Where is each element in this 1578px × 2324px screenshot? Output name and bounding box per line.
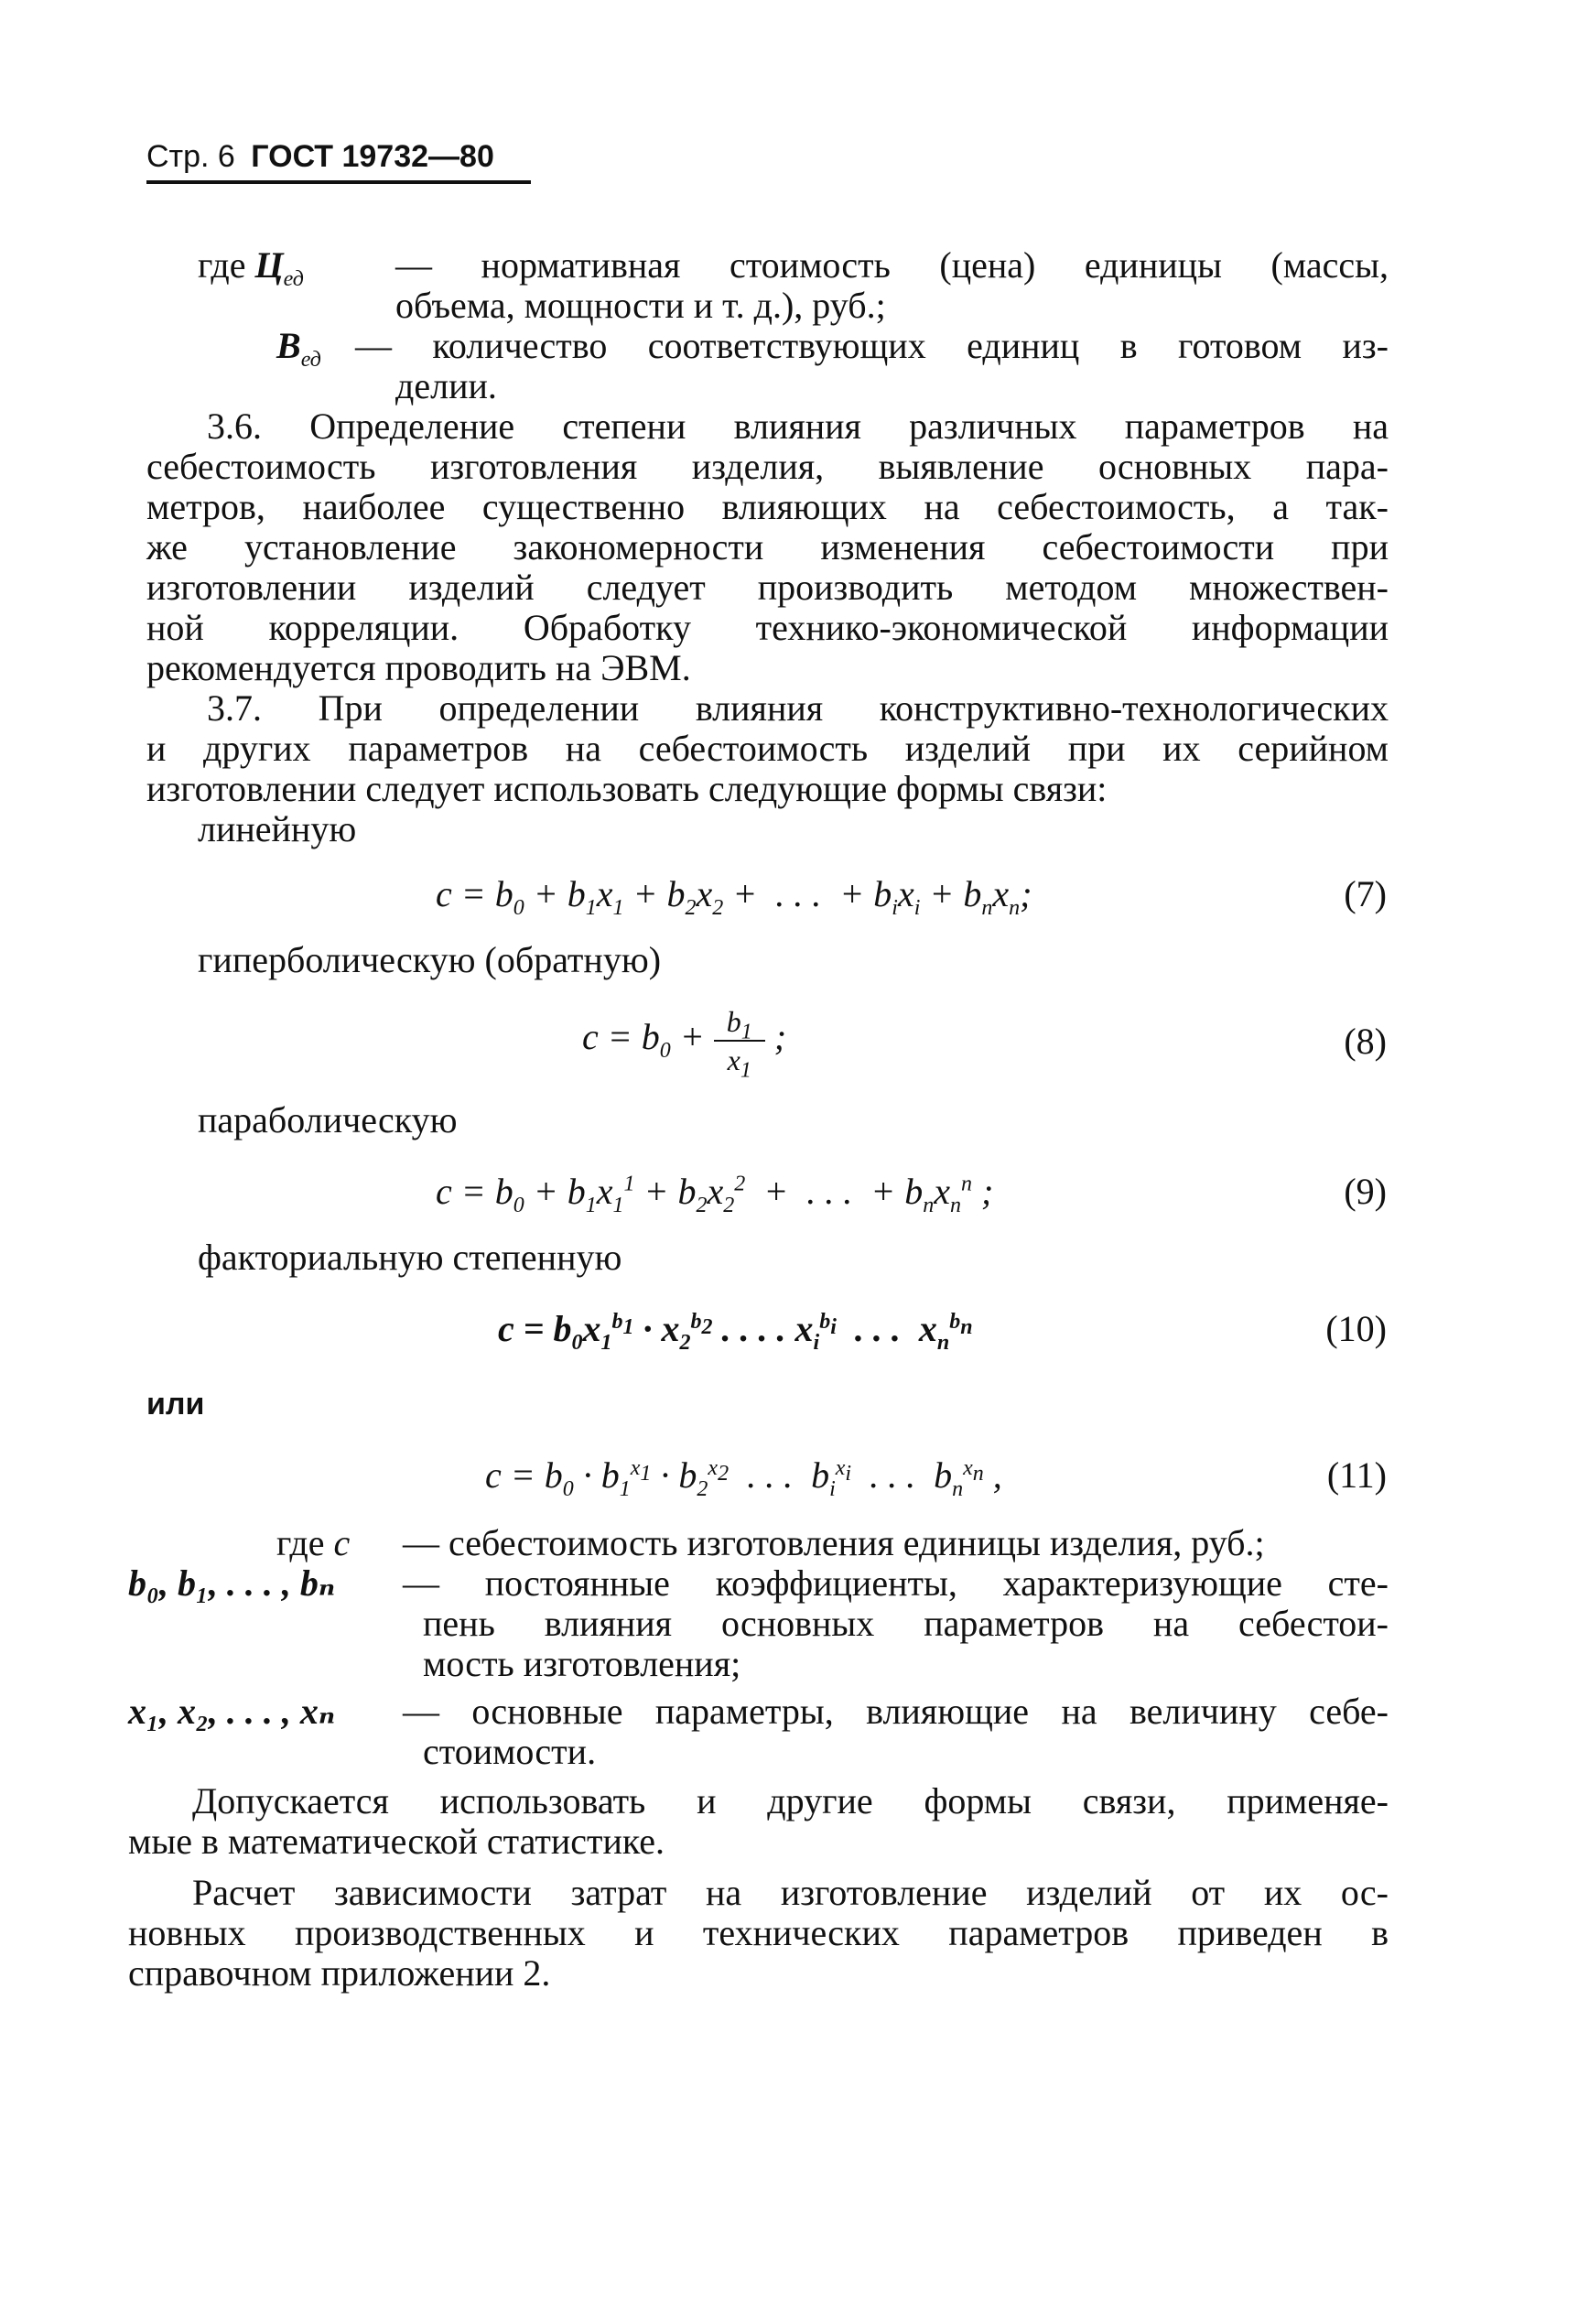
def-where-word: где $Ц_{ед}$ xyxy=(198,244,304,291)
where-b-text: пень влияния основных параметров на себестои- xyxy=(423,1603,1389,1644)
def-price-text: — нормативная стоимость (цена) единицы (массы, xyxy=(395,244,1389,286)
equation-number-7: (7) xyxy=(1344,873,1387,914)
where-x-symbols: x₁, x₂, . . . , xₙ xyxy=(128,1691,336,1732)
para-3-6-line: метров, наиболее существенно влияющих на себестоимость, а так- xyxy=(146,486,1389,527)
where-x-text: стоимости. xyxy=(423,1731,597,1772)
para-3-7-line: изготовлении следует использовать следующие формы связи: xyxy=(146,768,1108,809)
where-c-text: — себестоимость изготовления единицы изделия, руб.; xyxy=(403,1522,1265,1563)
closing-line: Расчет зависимости затрат на изготовление изделий от их ос- xyxy=(192,1872,1389,1913)
closing-line: Допускается использовать и другие формы связи, применяе- xyxy=(192,1780,1389,1821)
form-linear-label: линейную xyxy=(198,808,357,849)
para-3-6-line: ной корреляции. Обработку технико-экономической информации xyxy=(146,607,1389,648)
para-3-7-line: и других параметров на себестоимость изделий при их серийном xyxy=(146,728,1389,769)
formula-7: $c = b_0 + b_1x_1 + b_2x_2$ + . . . + $b_ix_i + b_nx_n$; xyxy=(436,873,1032,920)
form-hyperbolic-label: гиперболическую (обратную) xyxy=(198,939,662,980)
symbol-c: c xyxy=(333,1522,351,1563)
where-b-text: — постоянные коэффициенты, характеризующие сте- xyxy=(403,1562,1389,1604)
standard-number: ГОСТ 19732—80 xyxy=(251,139,494,174)
para-3-6-line: 3.6. Определение степени влияния различных параметров на xyxy=(207,405,1389,447)
formula-11: $c = b_0 \cdot b_1^{x_1} \cdot b_2^{x_2}$ . . . $b_i^{x_i}$ . . . $b_n^{x_n}$ , xyxy=(485,1454,1002,1501)
equation-number-8: (8) xyxy=(1344,1021,1387,1062)
closing-line: новных производственных и технических параметров приведен в xyxy=(128,1912,1389,1953)
equation-number-10: (10) xyxy=(1325,1308,1387,1349)
closing-line: мые в математической статистике. xyxy=(128,1821,665,1862)
def-price-text-2: объема, мощности и т. д.), руб.; xyxy=(395,285,886,326)
para-3-6-line: себестоимость изготовления изделия, выявление основных пара- xyxy=(146,446,1389,487)
where-b-text: мость изготовления; xyxy=(423,1643,741,1684)
where-c-label: где c xyxy=(276,1522,351,1563)
para-3-7-line: 3.7. При определении влияния конструктивно-технологических xyxy=(207,687,1389,729)
where-b-symbols: b₀, b₁, . . . , bₙ xyxy=(128,1562,336,1604)
formula-9: $c = b_0 + b_1x_1^1 + b_2x_2^2$ + . . . + $b_nx_n^n$ ; xyxy=(436,1171,994,1217)
def-term-price: Ц xyxy=(254,244,284,286)
page-number: Стр. 6 xyxy=(146,139,235,174)
para-3-6-line: изготовлении изделий следует производить методом множествен- xyxy=(146,567,1389,608)
formula-10: $c = b_0x_1^{b_1} \cdot x_2^{b_2}$ . . . . $x_i^{b_i}$ . . . $x_n^{b_n}$ xyxy=(498,1308,973,1355)
equation-number-11: (11) xyxy=(1326,1454,1387,1496)
or-label: или xyxy=(146,1387,205,1421)
def-quantity-text: — количество соответствующих единиц в готовом из- xyxy=(355,325,1389,366)
para-3-6-line: же установление закономерности изменения себестоимости при xyxy=(146,526,1389,567)
def-quantity-text-2: делии. xyxy=(395,365,497,406)
closing-line: справочном приложении 2. xyxy=(128,1952,551,1994)
formula-8: $c = b_0$ + $\frac{b_1}{x_1}$ ; xyxy=(582,1005,787,1083)
form-parabolic-label: параболическую xyxy=(198,1099,458,1140)
def-term-quantity: $В_{ед}$ xyxy=(276,325,321,372)
form-factorial-label: факториальную степенную xyxy=(198,1237,622,1278)
para-3-6-line: рекомендуется проводить на ЭВМ. xyxy=(146,647,691,688)
where-x-text: — основные параметры, влияющие на величину себе- xyxy=(403,1691,1389,1732)
page-header xyxy=(146,139,531,184)
equation-number-9: (9) xyxy=(1344,1171,1387,1212)
